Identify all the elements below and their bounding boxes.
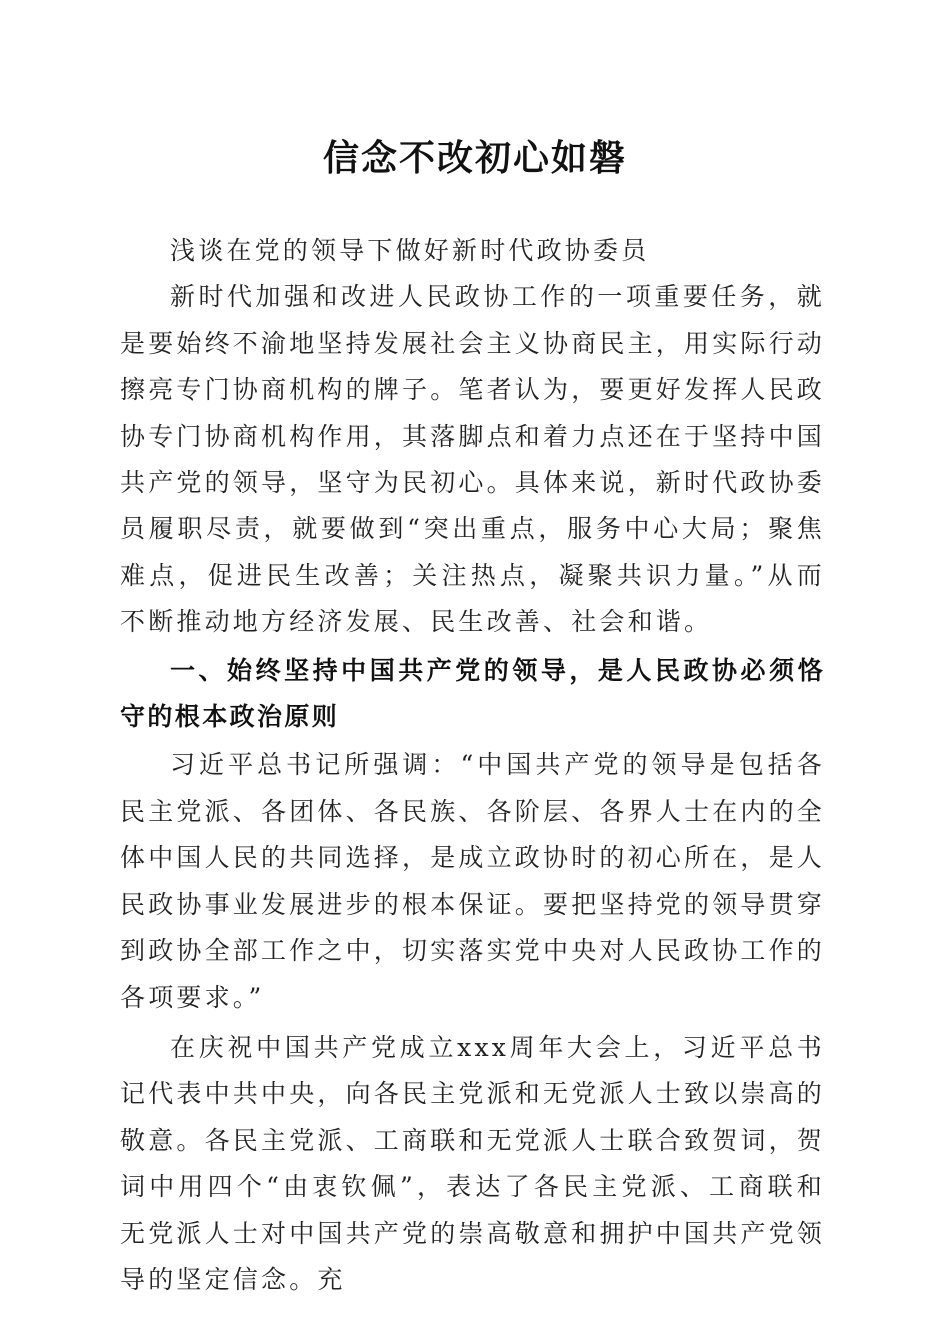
document-body <box>120 228 825 1303</box>
document-subtitle: 浅谈在党的领导下做好新时代政协委员 <box>170 236 650 265</box>
document-title: 信念不改初心如磐 <box>322 137 627 179</box>
section1-paragraph: 习近平总书记所强调：“中国共产党的领导是包括各民主党派、各团体、各民族、各阶层、各界人士在内的全体中国人民的共同选择，是成立政协时的初心所在，是人民政协事业发展进步的根本保证。要把坚持党的领导贯穿到政协全部工作之中，切实落实党中央对人民政协工作的各项要求。” <box>120 750 826 1012</box>
section-heading-1: 一、始终坚持中国共产党的领导，是人民政协必须恪守的根本政治原则 <box>120 655 825 732</box>
intro-paragraph: 新时代加强和改进人民政协工作的一项重要任务，就是要始终不渝地坚持发展社会主义协商民主，用实际行动擦亮专门协商机构的牌子。笔者认为，要更好发挥人民政协专门协商机构作用，其落脚点和着力点还在于坚持中国共产党的领导，坚守为民初心。具体来说，新时代政协委员履职尽责，就要做到“突出重点，服务中心大局；聚焦难点，促进民生改善；关注热点，凝聚共识力量。”从而不断推动地方经济发展、民生改善、社会和谐。 <box>120 282 826 637</box>
section1-paragraph: 在庆祝中国共产党成立xxx周年大会上，习近平总书记代表中共中央，向各民主党派和无党派人士致以崇高的敬意。各民主党派、工商联和无党派人士联合致贺词，贺词中用四个“由衷钦佩”，表达了各民主党派、工商联和无党派人士对中国共产党的崇高敬意和拥护中国共产党领导的坚定信念。充 <box>120 1032 826 1294</box>
